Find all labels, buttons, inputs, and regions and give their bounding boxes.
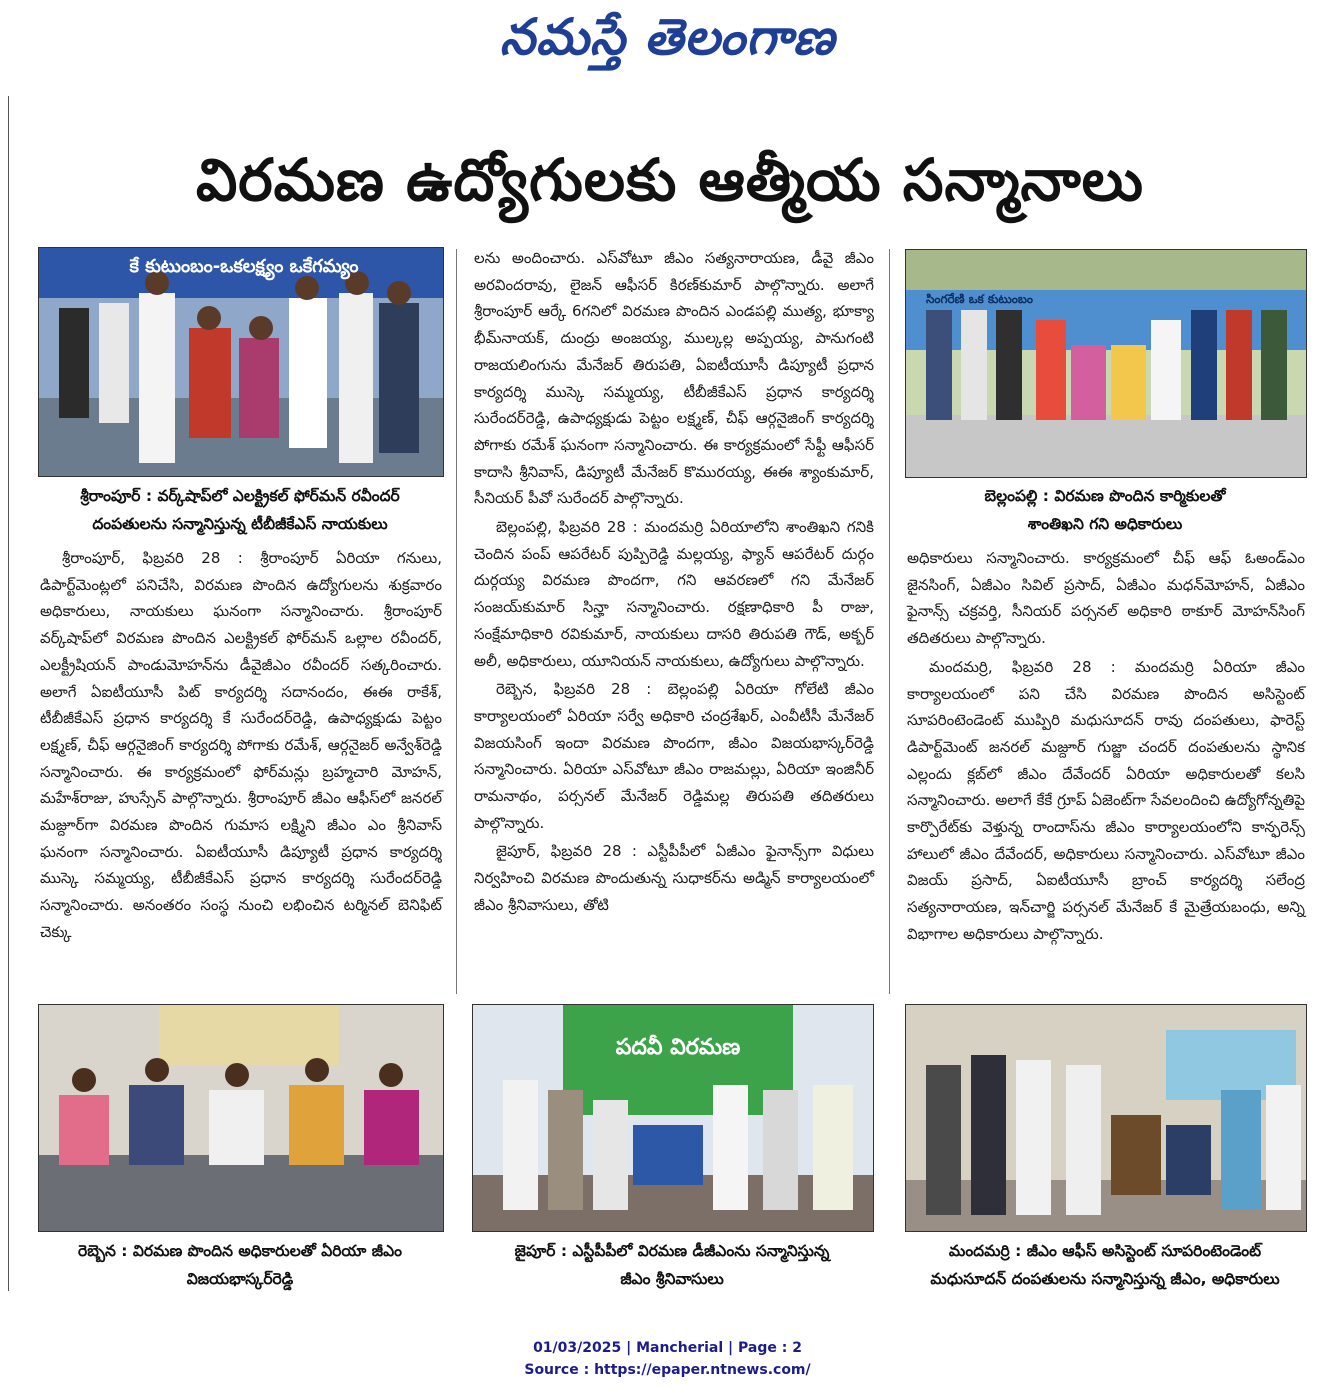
photo-bellampalli-shanthikhani: [905, 249, 1307, 478]
caption-mandamarri-line-2: మధుసూదన్ దంపతులను సన్మానిస్తున్న జీఎం, అధికారులు: [930, 1270, 1280, 1288]
article-column-right: [907, 545, 1305, 948]
article-left-paragraph-1: శ్రీరాంపూర్, ఫిబ్రవరి 28 : శ్రీరాంపూర్ ఏరియా గనులు, డిపార్ట్‌మెంట్లలో పనిచేసి, విరమణ పొందిన ఉద్యోగులను శుక్రవారం అధికారులు, నాయకులు ఘనంగా సన్మానించారు. శ్రీరాంపూర్ వర్క్‌షాప్‌లో విరమణ పొందిన ఎలక్ట్రికల్ ఫోర్‌మన్ ఒల్లాల రవీందర్, ఎలక్ట్రీషియన్ పాండుమోహన్‌ను డీవైజీఎం రవీందర్ సత్కరించారు. అలాగే ఏఐటీయూసీ పిట్ కార్యదర్శి సదానందం, ఈఈ రాకేశ్, టీబీజీకేఎస్ ప్రధాన కార్యదర్శి కే సురేందర్‌రెడ్డి, ఉపాధ్యక్షుడు పెట్టం లక్ష్మణ్, చీఫ్ ఆర్గనైజింగ్ కార్యదర్శి పోగాకు రమేశ్, ఆర్గనైజర్ అన్వేశ్‌రెడ్డి సన్మానించారు. ఈ కార్యక్రమంలో ఫోర్‌మన్లు బ్రహ్మచారి మోహన్, మహేశ్‌రాజు, హుస్సేన్ పాల్గొన్నారు. శ్రీరాంపూర్ జీఎం ఆఫీస్‌లో జనరల్ మజ్దూర్‌గా విరమణ పొందిన గుమాస లక్ష్మిని జీఎం ఎం శ్రీనివాస్ ఘనంగా సన్మానించారు. ఏఐటీయూసీ డిప్యూటీ ప్రధాన కార్యదర్శి ముస్కె సమ్మయ్య, టీబీజీకేఎస్ ప్రధాన కార్యదర్శి సురేందర్‌రెడ్డి సన్మానించారు. అనంతరం సంస్థ నుంచి లభించిన టర్మినల్ బెనిఫిట్ చెక్కు: [40, 549, 442, 941]
caption-rebbena: [38, 1237, 442, 1293]
page-left-rule: [8, 96, 9, 1291]
caption-jaipur-line-2: జీఎం శ్రీనివాసులు: [620, 1270, 724, 1288]
photo-srirampur-banner: కే కుటుంబం-ఒకలక్ష్యం ఒకేగమ్యం: [129, 256, 359, 277]
caption-mandamarri: [905, 1237, 1305, 1293]
caption-srirampur-line-2: దంపతులను సన్మానిస్తున్న టీబీజీకేఎస్ నాయకులు: [92, 515, 388, 533]
footer-source-link[interactable]: Source : https://epaper.ntnews.com/: [524, 1362, 811, 1378]
photo-srirampur-image: [39, 248, 443, 476]
article-right-paragraph-1: అధికారులు సన్మానించారు. కార్యక్రమంలో చీఫ్ ఆఫ్ ఓఅండ్ఎం జైనసింగ్, ఏజీఎం సివిల్ ప్రసాద్, ఏజీఎం మధన్‌మోహన్, ఏజీఎం ఫైనాన్స్ చక్రవర్తి, సీనియర్ పర్సనల్ అధికారి ఠాకూర్ మోహన్‌సింగ్ తదితరులు పాల్గొన్నారు.: [907, 549, 1305, 648]
photo-mandamarri-image: [906, 1005, 1306, 1231]
photo-bellampalli-banner: సింగరేణి ఒక కుటుంబం: [926, 292, 1033, 306]
masthead: నమస్తే తెలంగాణ: [499, 8, 836, 66]
caption-jaipur: [472, 1237, 872, 1293]
caption-rebbena-line-1: రెబ్బెన : విరమణ పొందిన అధికారులతో ఏరియా జీఎం: [78, 1242, 402, 1260]
article-middle-paragraph-3: రెబ్బెన, ఫిబ్రవరి 28 : బెల్లంపల్లి ఏరియా గోలేటి జీఎం కార్యాలయంలో ఏరియా సర్వే అధికారి చంద్రశేఖర్, ఎంవీటీసీ మేనేజర్ విజయసింగ్ ఇందా విరమణ పొందగా, జీఎం విజయభాస్కర్‌రెడ్డి సన్మానించారు. ఏరియా ఎస్‌వోటూ జీఎం రాజమల్లు, ఏరియా ఇంజినీర్ రామనాథం, పర్సనల్ మేనేజర్ రెడ్డిమల్ల తిరుపతి తదితరులు పాల్గొన్నారు.: [474, 680, 874, 832]
caption-bellampalli: [905, 482, 1305, 538]
headline: విరమణ ఉద్యోగులకు ఆత్మీయ సన్మానాలు: [196, 146, 1144, 214]
article-column-left: [40, 545, 442, 946]
column-divider-1: [456, 249, 457, 994]
photo-mandamarri: [905, 1004, 1307, 1232]
photo-rebbena-image: [39, 1005, 443, 1231]
article-middle-paragraph-2: బెల్లంపల్లి, ఫిబ్రవరి 28 : మందమర్రి ఏరియాలోని శాంతిఖని గనికి చెందిన పంప్ ఆపరేటర్ పుప్పిరెడ్డి మల్లయ్య, ఫ్యాన్ ఆపరేటర్ దుర్గం దుర్గయ్య విరమణ పొందగా, గని ఆవరణలో గని మేనేజర్ సంజయ్‌కుమార్ సిన్హా సన్మానించారు. రక్షణాధికారి పీ రాజు, సంక్షేమాధికారి రవికుమార్, నాయకులు దాసరి తిరుపతి గౌడ్, అక్బర్ అలీ, అధికారులు, యూనియన్ నాయకులు, ఉద్యోగులు పాల్గొన్నారు.: [474, 518, 875, 670]
article-column-middle: [474, 245, 874, 919]
caption-srirampur: [38, 482, 442, 538]
caption-mandamarri-line-1: మందమర్రి : జీఎం ఆఫీస్ అసిస్టెంట్ సూపరింటెండెంట్: [948, 1242, 1262, 1260]
caption-rebbena-line-2: విజయభాస్కర్‌రెడ్డి: [186, 1270, 294, 1288]
article-middle-paragraph-4: జైపూర్, ఫిబ్రవరి 28 : ఎస్టీపీపీలో ఏజీఎం ఫైనాన్స్‌గా విధులు నిర్వహించి విరమణ పొందుతున్న సుధాకర్‌ను అడ్మిన్ కార్యాలయంలో జీఎం శ్రీనివాసులు, తోటి: [474, 842, 874, 914]
photo-bellampalli-image: [906, 250, 1306, 477]
caption-bellampalli-line-1: బెల్లంపల్లి : విరమణ పొందిన కార్మికులతో: [984, 487, 1226, 505]
article-middle-paragraph-1: లను అందించారు. ఎస్‌వోటూ జీఎం సత్యనారాయణ, డీవై జీఎం అరవిందరావు, లైజన్ ఆఫీసర్ కిరణ్‌కుమార్ పాల్గొన్నారు. అలాగే శ్రీరాంపూర్ ఆర్కే 6గనిలో విరమణ పొందిన ఎండపల్లి ముత్య, భూక్యా భీమ్‌నాయక్, దుంద్రు అంజయ్య, ముల్కల్ల అప్పయ్య, పానుగంటి రాజయలింగును మేనేజర్ తిరుపతి, ఏఐటీయూసీ డిప్యూటీ ప్రధాన కార్యదర్శి ముస్కె సమ్మయ్య, టీబీజీకేఎస్ ప్రధాన కార్యదర్శి సురేందర్‌రెడ్డి, ఉపాధ్యక్షుడు పెట్టం లక్ష్మణ్, చీఫ్ ఆర్గనైజింగ్ కార్యదర్శి పోగాకు రమేశ్ ఘనంగా సన్మానించారు. ఈ కార్యక్రమంలో సేఫ్టీ ఆఫీసర్ కాదాసి శ్రీనివాస్, డిప్యూటీ మేనేజర్ కొమురయ్య, ఈఈ శ్యాంకుమార్, సీనియర్ పీవో సురేందర్ పాల్గొన్నారు.: [474, 249, 874, 508]
caption-jaipur-line-1: జైపూర్ : ఎస్టీపీపీలో విరమణ డీజీఎంను సన్మానిస్తున్న: [514, 1242, 830, 1260]
photo-jaipur-stpp: [472, 1004, 874, 1232]
article-right-paragraph-2: మందమర్రి, ఫిబ్రవరి 28 : మందమర్రి ఏరియా జీఎం కార్యాలయంలో పని చేసి విరమణ పొందిన అసిస్టెంట్ సూపరింటెండెంట్ ముప్పిరి మధుసూదన్ రావు దంపతులు, ఫారెస్ట్ డిపార్ట్‌మెంట్ జనరల్ మజ్దూర్ గుజ్జా చందర్ దంపతులను స్థానిక ఎల్లందు క్లబ్‌లో జీఎం దేవేందర్ ఏరియా అధికారులతో కలసి సన్మానించారు. అలాగే కేకే గ్రూప్ ఏజెంట్‌గా సేవలందించి ఉద్యోగోన్నతిపై కార్పొరేట్‌కు వెళ్తున్న రాందాస్‌ను జీఎం కార్యాలయంలోని కాన్ఫరెన్స్ హాలులో జీఎం దేవేందర్, అధికారులు సన్మానించారు. ఎస్‌వోటూ జీఎం విజయ్ ప్రసాద్, ఏఐటీయూసీ బ్రాంచ్ కార్యదర్శి సలేంద్ర సత్యనారాయణ, ఇన్‌చార్జి పర్సనల్ మేనేజర్ కే మైత్రేయబంధు, అన్ని విభాగాల అధికారులు పాల్గొన్నారు.: [907, 657, 1305, 943]
photo-srirampur-workshop: [38, 247, 444, 477]
photo-jaipur-banner: పదవీ విరమణ: [615, 1035, 741, 1060]
caption-srirampur-line-1: శ్రీరాంపూర్ : వర్క్‌షాప్‌లో ఎలక్ట్రికల్ ఫోర్‌మన్ రవీందర్: [80, 487, 400, 505]
caption-bellampalli-line-2: శాంతిఖని గని అధికారులు: [1027, 515, 1183, 533]
footer-edition-info: 01/03/2025 | Mancherial | Page : 2: [533, 1340, 802, 1356]
column-divider-2: [889, 249, 890, 994]
photo-rebbena: [38, 1004, 444, 1232]
